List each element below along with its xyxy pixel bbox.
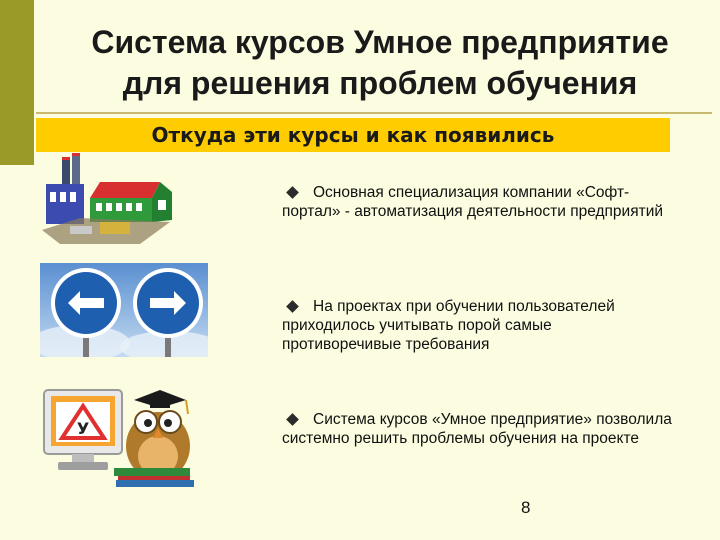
title-line-1: Система курсов Умное предприятие (91, 24, 669, 60)
diamond-bullet-icon (286, 186, 299, 199)
owl-computer-icon (42, 376, 200, 488)
diamond-bullet-icon (286, 300, 299, 313)
road-signs-icon (40, 263, 208, 357)
page-number: 8 (521, 498, 531, 517)
computer-sign-letter: У (76, 419, 90, 438)
diamond-bullet-icon (286, 413, 299, 426)
factory-icon (40, 152, 180, 252)
subtitle-banner: Откуда эти курсы и как появились (36, 118, 670, 152)
bullet-text: Система курсов «Умное предприятие» позволила системно решить проблемы обучения на проекте (282, 411, 672, 447)
bullet-item-3 (282, 410, 672, 448)
bullet-text: На проектах при обучении пользователей приходилось учитывать порой самые противоречивые требования (282, 298, 615, 353)
bullet-item-1 (282, 183, 672, 221)
title-line-2: для решения проблем обучения (122, 65, 638, 101)
title-divider (36, 112, 712, 114)
side-stripe-accent (0, 0, 34, 165)
side-stripe-light (0, 165, 34, 540)
bullet-item-2 (282, 297, 672, 354)
bullet-text: Основная специализация компании «Софт-портал» - автоматизация деятельности предприятий (282, 184, 664, 220)
page-title (40, 22, 720, 104)
